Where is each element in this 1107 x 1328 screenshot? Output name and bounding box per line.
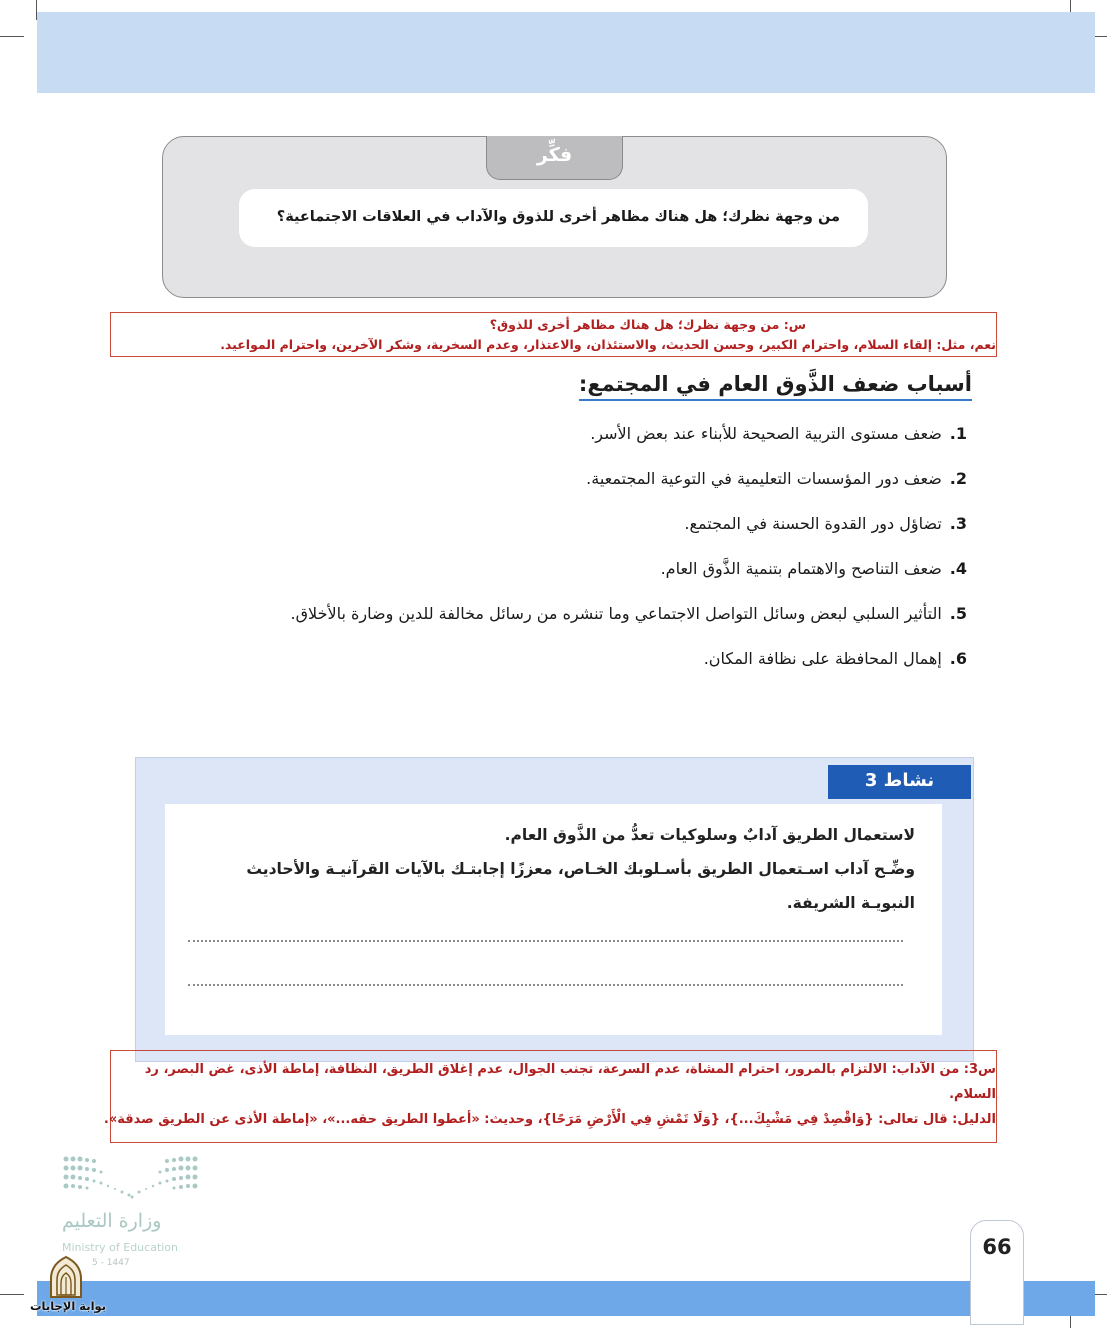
item-number: 6. xyxy=(949,649,967,668)
edition-year: 5 - 1447 xyxy=(92,1258,130,1268)
list-item xyxy=(207,600,967,645)
item-number: 1. xyxy=(949,424,967,443)
item-number: 2. xyxy=(949,469,967,488)
list-item xyxy=(207,420,967,465)
header-band xyxy=(37,12,1095,93)
activity-line: النبويـة الشريفة. xyxy=(786,894,915,912)
item-text: تضاؤل دور القدوة الحسنة في المجتمع. xyxy=(684,514,942,533)
answer-1-text: نعم، مثل: إلقاء السلام، واحترام الكبير، وحسن الحديث، والاستئذان، والاعتذار، وعدم السخرية، وشكر الآخرين، واحترام المواعيد. xyxy=(220,337,996,352)
answer-1-question: س: من وجهة نظرك؛ هل هناك مظاهر أخرى للذوق؟ xyxy=(489,317,806,332)
list-item xyxy=(207,555,967,600)
page-number: 66 xyxy=(982,1235,1012,1259)
item-text: ضعف مستوى التربية الصحيحة للأبناء عند بعض الأسر. xyxy=(590,424,942,443)
item-text: ضعف دور المؤسسات التعليمية في التوعية المجتمعية. xyxy=(586,469,942,488)
think-tab-label: فكِّر xyxy=(486,136,623,180)
portal-label: بوابة الإجابات xyxy=(30,1299,107,1313)
causes-list xyxy=(207,420,967,690)
ministry-name-english: Ministry of Education xyxy=(62,1241,179,1254)
answer-box-1 xyxy=(110,312,997,357)
ministry-name-arabic: وزارة التعليم xyxy=(62,1210,162,1232)
answer-2-line: السلام. xyxy=(949,1087,996,1102)
answer-box-2 xyxy=(103,1050,997,1143)
item-number: 3. xyxy=(949,514,967,533)
answer-line[interactable] xyxy=(188,984,903,986)
footer-band xyxy=(37,1281,970,1316)
item-number: 4. xyxy=(949,559,967,578)
crop-mark xyxy=(0,36,24,37)
activity-line: وضِّـح آداب اسـتعمال الطريق بأسـلوبك الخـاص، معززًا إجابتـك بالآيات القرآنيـة والأحاديث xyxy=(246,860,915,878)
activity-tab-label: نشاط 3 xyxy=(828,765,971,799)
item-text: التأثير السلبي لبعض وسائل التواصل الاجتماعي وما تنشره من رسائل مخالفة للدين وضارة بالأخلاق. xyxy=(290,604,942,623)
activity-text xyxy=(185,818,915,920)
list-item xyxy=(207,645,967,690)
portal-logo-icon xyxy=(46,1255,86,1299)
answer-line[interactable] xyxy=(188,940,903,942)
think-question: من وجهة نظرك؛ هل هناك مظاهر أخرى للذوق والآداب في العلاقات الاجتماعية؟ xyxy=(239,189,868,247)
section-title: أسباب ضعف الذَّوق العام في المجتمع: xyxy=(579,372,972,401)
answer-2-line: س3: من الآداب: الالتزام بالمرور، احترام المشاة، عدم السرعة، تجنب الجوال، عدم إغلاق الطريق، النظافة، إماطة الأذى، غض البصر، رد xyxy=(144,1062,996,1077)
item-text: ضعف التناصح والاهتمام بتنمية الذَّوق العام. xyxy=(660,559,942,578)
ministry-logo-icon xyxy=(62,1155,202,1200)
item-text: إهمال المحافظة على نظافة المكان. xyxy=(703,649,942,668)
footer-band xyxy=(1024,1281,1095,1316)
activity-line: لاستعمال الطريق آدابٌ وسلوكيات تعدُّ من الذَّوق العام. xyxy=(504,826,915,844)
list-item xyxy=(207,510,967,555)
item-number: 5. xyxy=(949,604,967,623)
list-item xyxy=(207,465,967,510)
crop-mark xyxy=(0,1294,24,1295)
answer-2-line: الدليل: قال تعالى: {وَاقْصِدْ فِي مَشْيِكَ...}، {وَلَا تَمْشِ فِي الْأَرْضِ مَرَحًا}، وحديث: «أعطوا الطريق حقه...»، «إماطة الأذى عن الطريق صدقة». xyxy=(103,1112,996,1127)
